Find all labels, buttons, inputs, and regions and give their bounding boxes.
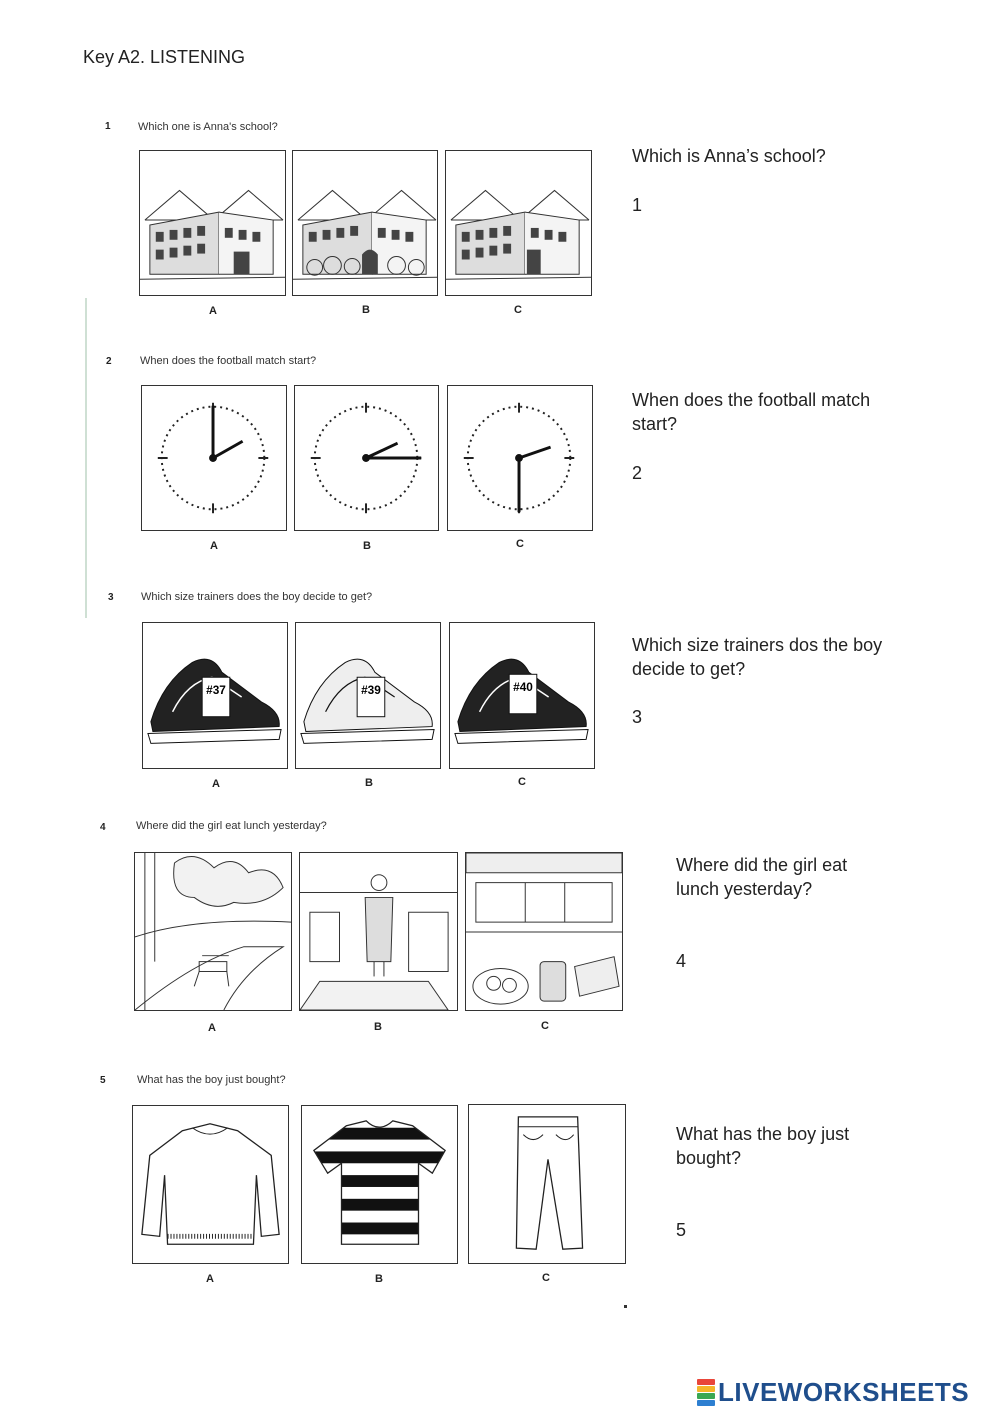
option-label-c: C [516, 538, 524, 550]
option-label-c: C [514, 304, 522, 316]
question-prompt: Where did the girl eat lunch yesterday? [136, 820, 327, 832]
side-question: When does the football match start? [632, 390, 871, 434]
answer-number: 5 [676, 1220, 687, 1240]
question-prompt: What has the boy just bought? [137, 1074, 286, 1086]
side-question: Which size trainers dos the boy decide to get? [632, 635, 883, 679]
option-label-a: A [208, 1022, 216, 1034]
answer-number: 4 [676, 951, 687, 971]
question-prompt: Which one is Anna's school? [138, 121, 278, 133]
page-title: Key A2. LISTENING [83, 47, 246, 67]
option-label-b: B [375, 1273, 383, 1285]
option-label-b: B [363, 540, 371, 552]
trainers-option-b-image [295, 622, 441, 769]
option-label-a: A [212, 778, 220, 790]
brand-name: LIVEWORKSHEETS [718, 1376, 970, 1407]
question-number: 1 [105, 121, 111, 132]
lunch-option-b-cafe-image [299, 852, 458, 1011]
question-number: 5 [100, 1075, 106, 1086]
stray-dot [624, 1305, 627, 1308]
option-label-c: C [542, 1272, 550, 1284]
liveworksheets-logo-icon [697, 1379, 715, 1406]
question-prompt: When does the football match start? [140, 355, 317, 367]
side-question: Which is Anna’s school? [632, 146, 826, 166]
school-option-b-image [292, 150, 438, 296]
logo-bar-green [697, 1393, 715, 1399]
option-label-b: B [365, 777, 373, 789]
size-tag-37: #37 [206, 683, 226, 698]
question-number: 4 [100, 822, 106, 833]
margin-line [85, 298, 87, 618]
side-question: Where did the girl eat lunch yesterday? [676, 855, 848, 899]
trainers-option-a-image [142, 622, 288, 769]
size-tag-40: #40 [513, 680, 533, 695]
clock-option-a-image [141, 385, 287, 531]
trainers-option-c-image [449, 622, 595, 769]
option-label-c: C [541, 1020, 549, 1032]
option-label-b: B [362, 304, 370, 316]
option-label-b: B [374, 1021, 382, 1033]
clock-option-b-image [294, 385, 439, 531]
question-prompt: Which size trainers does the boy decide to get? [141, 591, 373, 603]
logo-bar-blue [697, 1400, 715, 1406]
answer-number: 3 [632, 707, 643, 727]
school-option-c-image [445, 150, 592, 296]
question-number: 2 [106, 356, 112, 367]
purchase-option-a-jumper-image [132, 1105, 289, 1264]
option-label-c: C [518, 776, 526, 788]
liveworksheets-brand[interactable] [697, 1376, 969, 1408]
answer-number: 1 [632, 195, 643, 215]
purchase-option-b-tshirt-image [301, 1105, 458, 1264]
lunch-option-c-lunchbox-image [465, 852, 623, 1011]
option-label-a: A [206, 1273, 214, 1285]
logo-bar-red [697, 1379, 715, 1385]
logo-bar-yellow [697, 1386, 715, 1392]
question-number: 3 [108, 592, 114, 603]
option-label-a: A [209, 305, 217, 317]
purchase-option-c-jeans-image [468, 1104, 626, 1264]
school-option-a-image [139, 150, 286, 296]
option-label-a: A [210, 540, 218, 552]
clock-option-c-image [447, 385, 593, 531]
side-question: What has the boy just bought? [676, 1124, 850, 1168]
answer-number: 2 [632, 463, 643, 483]
size-tag-39: #39 [361, 683, 381, 698]
lunch-option-a-park-image [134, 852, 292, 1011]
